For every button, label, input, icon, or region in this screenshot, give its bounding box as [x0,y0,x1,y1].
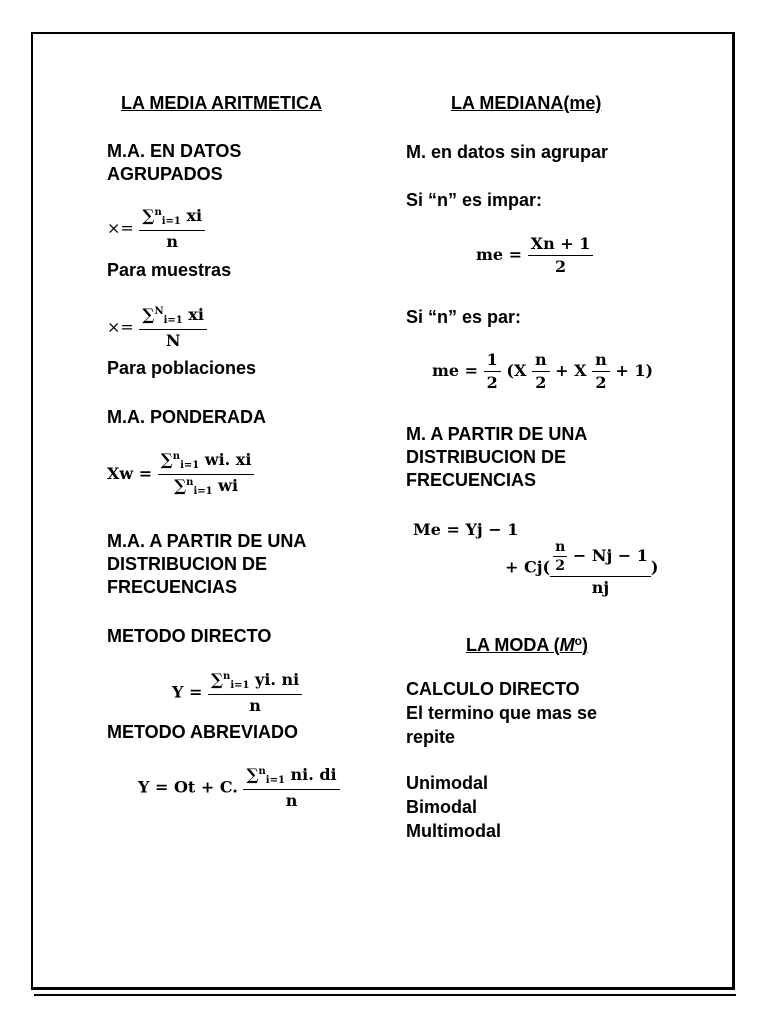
heading-moda: LA MODA $(M^o)$ [466,634,588,655]
ma-agrupados-line1: M.A. EN DATOS [107,141,242,161]
formula-mediana-impar: me = $\frac{Xn + 1}{2}$ [476,236,593,275]
heading-mediana: LA MEDIANA(me) [451,93,602,113]
page-border-double-line [34,994,736,996]
ma-distrib-line3: FRECUENCIAS [107,577,238,597]
label-termino-line1: El termino que mas se [406,703,598,723]
mediana-distrib-line3: FRECUENCIAS [406,470,537,490]
formula-media-muestras [107,208,205,250]
mediana-distrib-line1: M. A PARTIR DE UNA [406,424,588,444]
heading-media-aritmetica: LA MEDIA ARITMETICA [121,93,322,113]
formula-mediana-par: me = $\frac{1}{2}$ (X $\frac{n}{2}$ + X $\frac{n}{2}$ + 1) [432,350,654,392]
formula-lhs: ×= [107,218,134,238]
label-sin-agrupar: M. en datos sin agrupar [406,142,609,162]
formula-mediana-frecuencias-line1: Me = Yj − 1 [413,520,519,539]
heading-metodo-abreviado: METODO ABREVIADO [107,722,299,742]
formula-metodo-abreviado: Y = Ot + C. $\frac{\sum^n_{i=1} ni. di}{n}$ [138,767,340,809]
label-para-muestras: Para muestras [107,260,232,280]
label-n-par: Si “n” es par: [406,307,522,327]
label-termino-line2: repite [406,727,456,747]
formula-media-poblaciones: ×= $\frac{\sum^N_{i=1} xi}{N}$ [107,307,207,349]
label-n-impar: Si “n” es impar: [406,190,543,210]
label-bimodal: Bimodal [406,797,478,817]
formula-mediana-frecuencias-line2: + Cj( $\frac{n}{2}$ − Nj − 1 nj ) [505,539,659,597]
formula-metodo-directo: Y = $\frac{\sum^n_{i=1} yi. ni}{n}$ [172,672,302,714]
heading-ma-ponderada: M.A. PONDERADA [107,407,267,427]
heading-metodo-directo: METODO DIRECTO [107,626,272,646]
label-calculo-directo: CALCULO DIRECTO [406,679,580,699]
formula-fraction: $\frac{\sum^n_{i=1} xi}{n}$ [139,208,205,250]
ma-distrib-line1: M.A. A PARTIR DE UNA [107,531,307,551]
ma-agrupados-line2: AGRUPADOS [107,164,223,184]
ma-distrib-line2: DISTRIBUCION DE [107,554,268,574]
label-unimodal: Unimodal [406,773,489,793]
mediana-distrib-line2: DISTRIBUCION DE [406,447,567,467]
label-para-poblaciones: Para poblaciones [107,358,257,378]
label-multimodal: Multimodal [406,821,501,841]
formula-media-ponderada: Xw = $\frac{\sum^n_{i=1} wi. xi}{\sum^n_{i=1} wi}$ [107,452,254,497]
